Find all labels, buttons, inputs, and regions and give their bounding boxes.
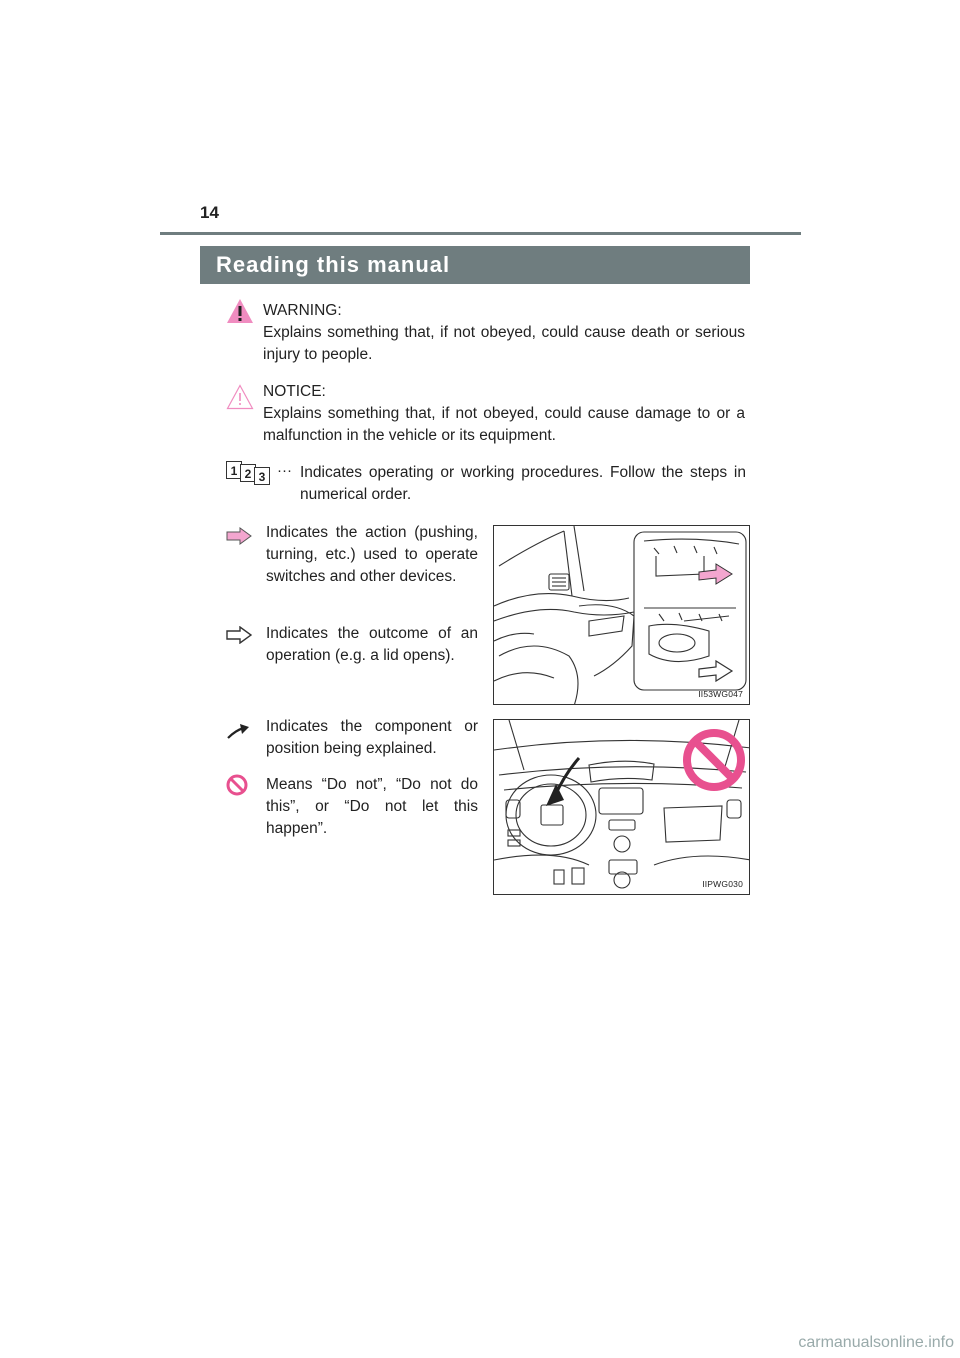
footer-watermark: carmanualsonline.info <box>798 1334 954 1351</box>
outcome-text: Indicates the outcome of an operation (e.g. a lid opens). <box>266 625 478 664</box>
page-number: 14 <box>200 203 219 222</box>
warning-label: WARNING: <box>263 302 342 319</box>
step-badge-2: 2 <box>240 464 256 482</box>
warning-triangle-icon <box>226 298 254 324</box>
outcome-arrow-icon <box>226 626 252 644</box>
action-arrow-icon <box>226 527 252 545</box>
steps-text: Indicates operating or working procedures. Follow the steps in numerical order. <box>300 464 746 503</box>
notice-text: Explains something that, if not obeyed, could cause damage to or a malfunction in the vehicle or its equipment. <box>263 405 745 444</box>
component-arrow-icon <box>226 724 250 740</box>
section-title: Reading this manual <box>216 252 451 277</box>
steps-dots: ··· <box>277 462 292 479</box>
cup-holder-figure-code: II53WG047 <box>698 689 743 699</box>
step-badge-3: 3 <box>254 467 270 485</box>
component-text: Indicates the component or position being explained. <box>266 718 478 757</box>
header-rule <box>160 232 801 235</box>
section-title-bar <box>200 246 750 284</box>
step-badges-icon <box>226 461 278 487</box>
warning-text: Explains something that, if not obeyed, could cause death or serious injury to people. <box>263 324 745 363</box>
action-text: Indicates the action (pushing, turning, etc.) used to operate switches and other devices. <box>266 524 478 585</box>
notice-label: NOTICE: <box>263 383 326 400</box>
do-not-text: Means “Do not”, “Do not do this”, or “Do not let this happen”. <box>266 776 478 837</box>
dashboard-figure-code: IIPWG030 <box>702 879 743 889</box>
cup-holder-figure <box>493 525 750 705</box>
prohibited-icon <box>226 774 248 796</box>
dashboard-figure <box>493 719 750 895</box>
step-badge-1: 1 <box>226 461 242 479</box>
dashboard-illustration <box>494 720 750 895</box>
notice-triangle-icon <box>226 384 254 410</box>
cup-holder-illustration <box>494 526 750 705</box>
